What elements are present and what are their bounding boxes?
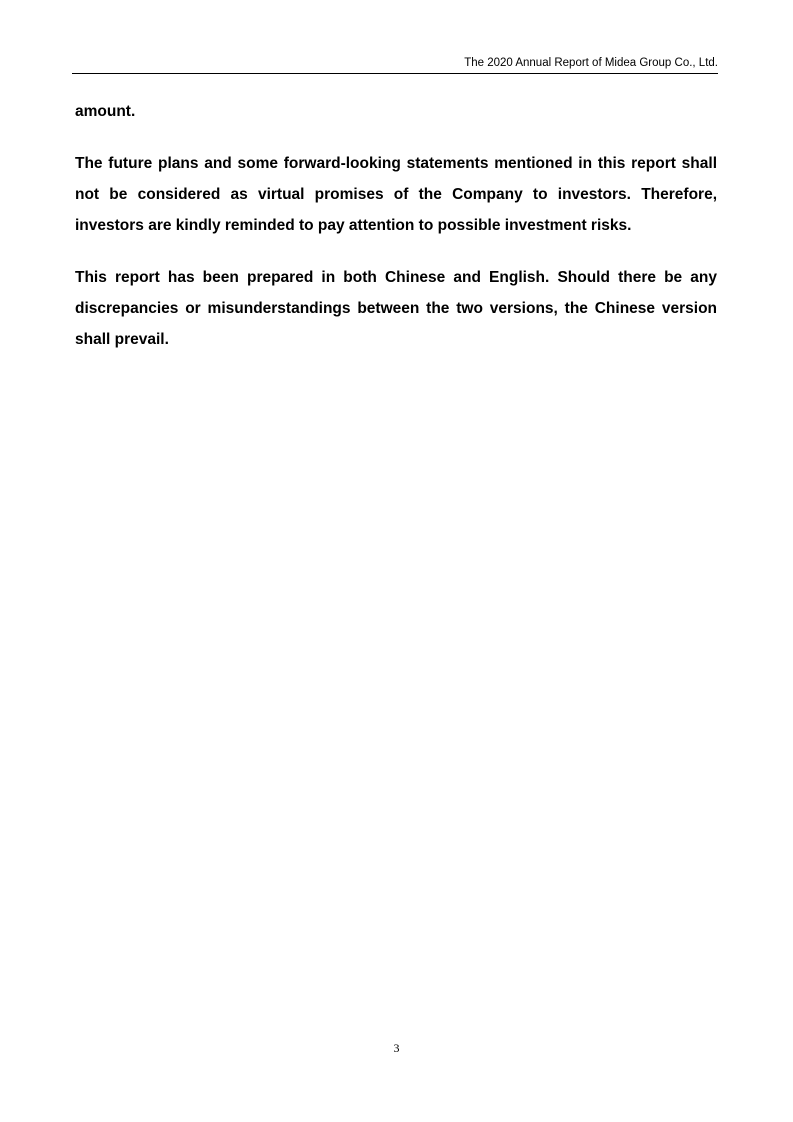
paragraph-language-versions: This report has been prepared in both Chinese and English. Should there be any discrepancies or misunderstandings between the two versions, the Chinese version shall prevail. bbox=[75, 269, 717, 348]
paragraph-continuation: amount. bbox=[75, 103, 136, 120]
page-header bbox=[72, 55, 718, 74]
header-title: The 2020 Annual Report of Midea Group Co., Ltd. bbox=[464, 57, 718, 69]
paragraph-forward-looking-statements: The future plans and some forward-looking statements mentioned in this report shall not be considered as virtual promises of the Company to investors. Therefore, investors are kindly reminded to pay attention to possible investment risks. bbox=[75, 155, 717, 234]
page-number: 3 bbox=[393, 1041, 400, 1055]
